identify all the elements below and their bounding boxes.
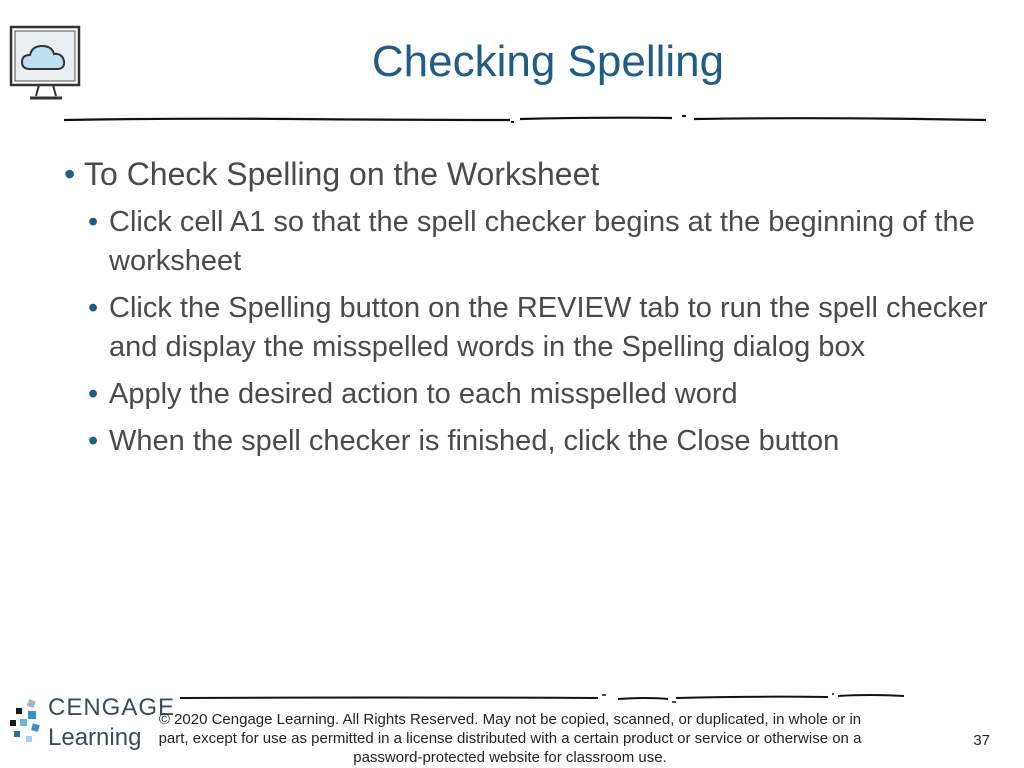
bullet-level2 xyxy=(64,375,994,414)
bullet-level2 xyxy=(64,289,994,367)
logo-text-learning: Learning xyxy=(48,724,142,751)
bullet-text: When the spell checker is finished, click the Close button xyxy=(109,425,840,457)
bullet-dot: • xyxy=(88,206,99,238)
copyright-notice: © 2020 Cengage Learning. All Rights Reserved. May not be copied, scanned, or duplicated, in whole or in part, except for use as permitted in a license distributed with a certain product or service or otherwise on a password-protected website for classroom use. xyxy=(158,711,862,766)
cengage-logo-mark xyxy=(6,698,46,748)
slide-title: Checking Spelling xyxy=(371,37,725,86)
bullet-text: Apply the desired action to each misspelled word xyxy=(109,378,738,410)
bullet-dot: • xyxy=(88,292,99,324)
bullet-text: To Check Spelling on the Worksheet xyxy=(84,156,600,192)
bullet-dot: • xyxy=(88,378,99,410)
logo-text-cengage: CENGAGE xyxy=(48,694,176,721)
footer-divider xyxy=(178,690,906,706)
title-divider xyxy=(62,112,988,126)
bullet-dot: • xyxy=(64,156,76,192)
bullet-level1 xyxy=(64,154,994,194)
bullet-level2 xyxy=(64,203,994,281)
bullet-text: Click cell A1 so that the spell checker begins at the beginning of the worksheet xyxy=(109,206,975,277)
bullet-text: Click the Spelling button on the REVIEW tab to run the spell checker and display the misspelled words in the Spelling dialog box xyxy=(109,292,988,363)
bullet-level2 xyxy=(64,422,994,461)
page-number: 37 xyxy=(973,732,990,749)
slide-body xyxy=(64,154,994,469)
cengage-logo xyxy=(6,694,176,758)
bullet-dot: • xyxy=(88,425,99,457)
